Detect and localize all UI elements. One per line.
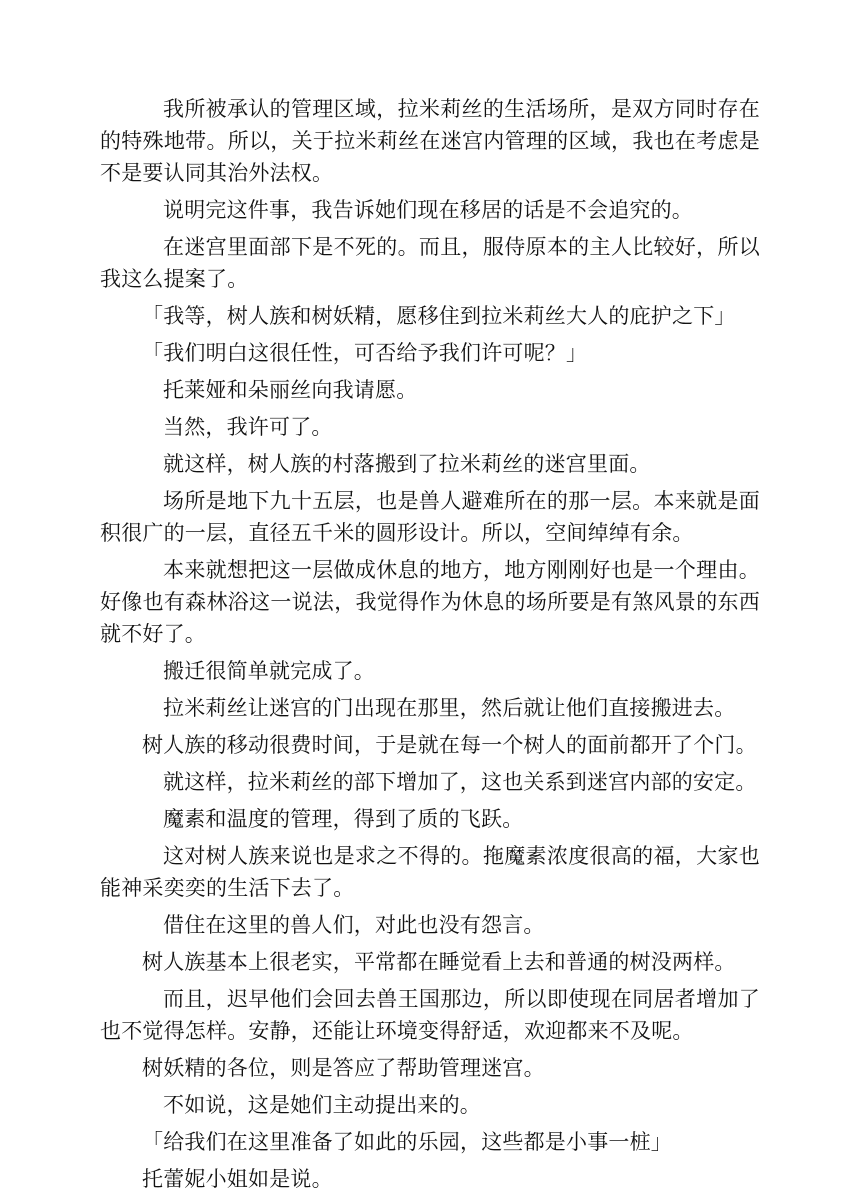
dialogue-line: 「给我们在这里准备了如此的乐园，这些都是小事一桩」 [142, 1130, 672, 1154]
paragraph: 借住在这里的兽人们，对此也没有怨言。 [163, 913, 545, 937]
body-text [100, 93, 760, 1200]
paragraph: 而且，迟早他们会回去兽王国那边，所以即使现在同居者增加了也不觉得怎样。安静，还能让环境变得舒适，欢迎都来不及呢。 [100, 987, 760, 1043]
paragraph: 拉米莉丝让迷宫的门出现在那里，然后就让他们直接搬进去。 [163, 696, 736, 720]
paragraph: 我所被承认的管理区域，拉米莉丝的生活场所，是双方同时存在的特殊地带。所以，关于拉米莉丝在迷宫内管理的区域，我也在考虑是不是要认同其治外法权。 [100, 97, 760, 185]
paragraph: 说明完这件事，我告诉她们现在移居的话是不会追究的。 [163, 198, 693, 222]
paragraph: 搬迁很简单就完成了。 [163, 659, 375, 683]
paragraph: 当然，我许可了。 [163, 415, 333, 439]
dialogue-line: 「我们明白这很任性，可否给予我们许可呢？」 [142, 341, 588, 365]
paragraph: 场所是地下九十五层，也是兽人避难所在的那一层。本来就是面积很广的一层，直径五千米的圆形设计。所以，空间绰绰有余。 [100, 489, 760, 545]
paragraph: 魔素和温度的管理，得到了质的飞跃。 [163, 807, 524, 831]
paragraph: 树妖精的各位，则是答应了帮助管理迷宫。 [142, 1056, 545, 1080]
paragraph: 在迷宫里面部下是不死的。而且，服侍原本的主人比较好，所以我这么提案了。 [100, 235, 760, 291]
paragraph: 树人族的移动很费时间，于是就在每一个树人的面前都开了个门。 [142, 733, 757, 757]
paragraph: 托蕾妮小姐如是说。 [142, 1167, 333, 1191]
paragraph: 就这样，树人族的村落搬到了拉米莉丝的迷宫里面。 [163, 452, 651, 476]
dialogue-line: 「我等，树人族和树妖精，愿移住到拉米莉丝大人的庇护之下」 [142, 304, 736, 328]
paragraph: 这对树人族来说也是求之不得的。拖魔素浓度很高的福，大家也能神采奕奕的生活下去了。 [100, 844, 760, 900]
paragraph: 不如说，这是她们主动提出来的。 [163, 1093, 481, 1117]
paragraph: 树人族基本上很老实，平常都在睡觉看上去和普通的树没两样。 [142, 950, 736, 974]
paragraph: 托莱娅和朵丽丝向我请愿。 [163, 378, 418, 402]
paragraph: 就这样，拉米莉丝的部下增加了，这也关系到迷宫内部的安定。 [163, 770, 757, 794]
paragraph: 本来就想把这一层做成休息的地方，地方刚刚好也是一个理由。好像也有森林浴这一说法，我觉得作为休息的场所要是有煞风景的东西就不好了。 [100, 558, 760, 646]
